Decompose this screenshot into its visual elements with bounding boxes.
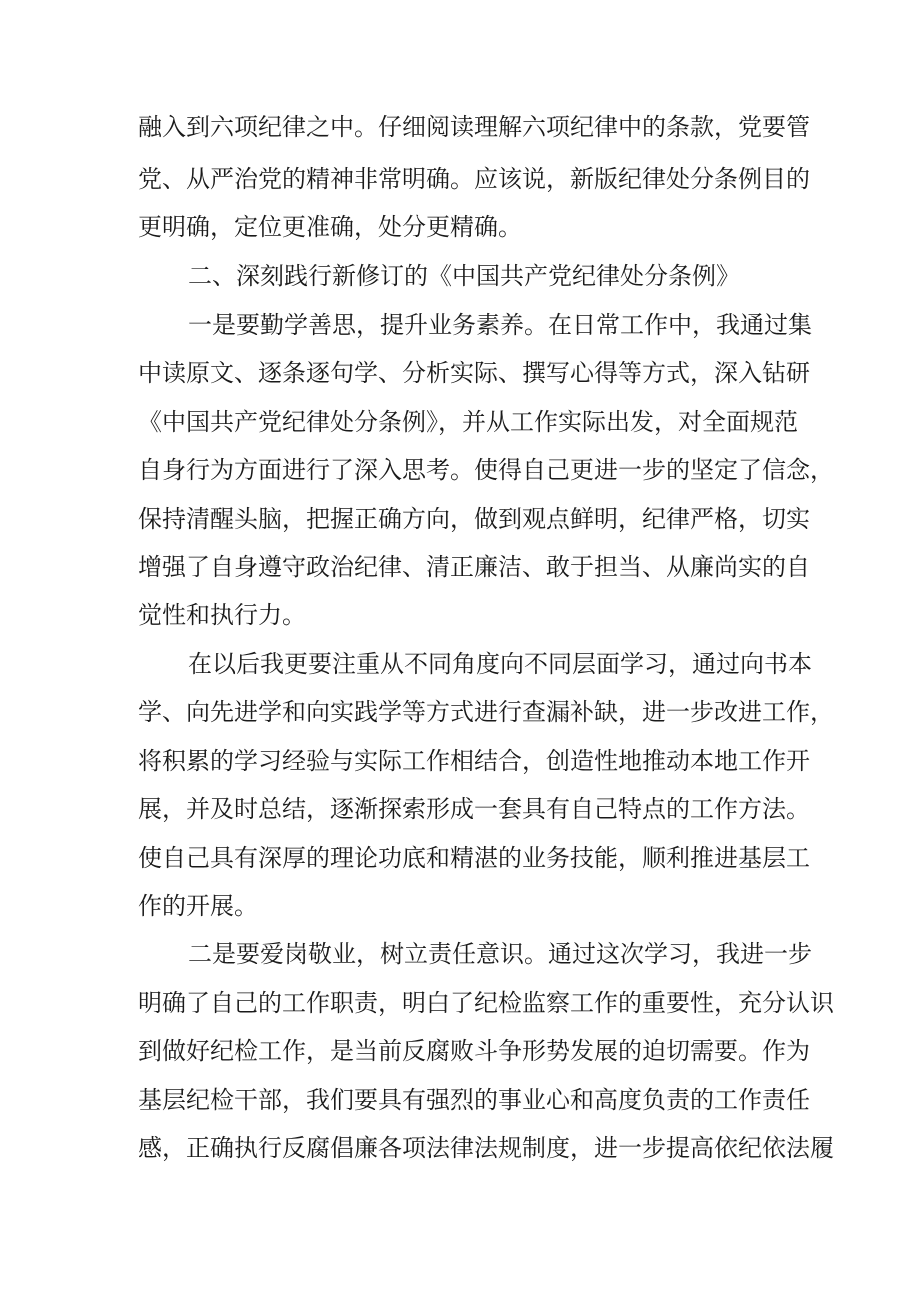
paragraph-line: 融入到六项纪律之中。仔细阅读理解六项纪律中的条款，党要管 (138, 113, 810, 141)
paragraph-line: 使自己具有深厚的理论功底和精湛的业务技能，顺利推进基层工 (138, 844, 810, 872)
paragraph-line: 一是要勤学善思，提升业务素养。在日常工作中，我通过集 (188, 311, 812, 339)
paragraph-line: 展，并及时总结，逐渐探索形成一套具有自己特点的工作方法。 (138, 795, 810, 823)
paragraph-line: 感，正确执行反腐倡廉各项法律法规制度，进一步提高依纪依法履 (138, 1134, 834, 1162)
paragraph-line: 中读原文、逐条逐句学、分析实际、撰写心得等方式，深入钻研 (138, 359, 810, 387)
paragraph-line: 党、从严治党的精神非常明确。应该说，新版纪律处分条例目的 (138, 165, 810, 193)
paragraph-line: 到做好纪检工作，是当前反腐败斗争形势发展的迫切需要。作为 (138, 1037, 810, 1065)
paragraph-line: 觉性和执行力。 (138, 601, 306, 629)
paragraph-line: 基层纪检干部，我们要具有强烈的事业心和高度负责的工作责任 (138, 1086, 810, 1114)
paragraph-line: 保持清醒头脑，把握正确方向，做到观点鲜明，纪律严格，切实 (138, 505, 810, 533)
paragraph-line: 学、向先进学和向实践学等方式进行查漏补缺，进一步改进工作， (138, 698, 834, 726)
paragraph-line: 增强了自身遵守政治纪律、清正廉洁、敢于担当、从廉尚实的自 (138, 553, 810, 581)
paragraph-line: 将积累的学习经验与实际工作相结合，创造性地推动本地工作开 (138, 747, 810, 775)
section-heading: 二、深刻践行新修订的《中国共产党纪律处分条例》 (188, 262, 740, 290)
paragraph-line: 更明确，定位更准确，处分更精确。 (138, 213, 522, 241)
paragraph-line: 作的开展。 (138, 892, 258, 920)
paragraph-line: 自身行为方面进行了深入思考。使得自己更进一步的坚定了信念， (138, 456, 834, 484)
paragraph-line: 明确了自己的工作职责，明白了纪检监察工作的重要性，充分认识 (138, 989, 834, 1017)
paragraph-line: 《中国共产党纪律处分条例》，并从工作实际出发，对全面规范 (138, 408, 798, 436)
paragraph-line: 二是要爱岗敬业，树立责任意识。通过这次学习，我进一步 (188, 940, 812, 968)
paragraph-line: 在以后我更要注重从不同角度向不同层面学习，通过向书本 (188, 650, 812, 678)
